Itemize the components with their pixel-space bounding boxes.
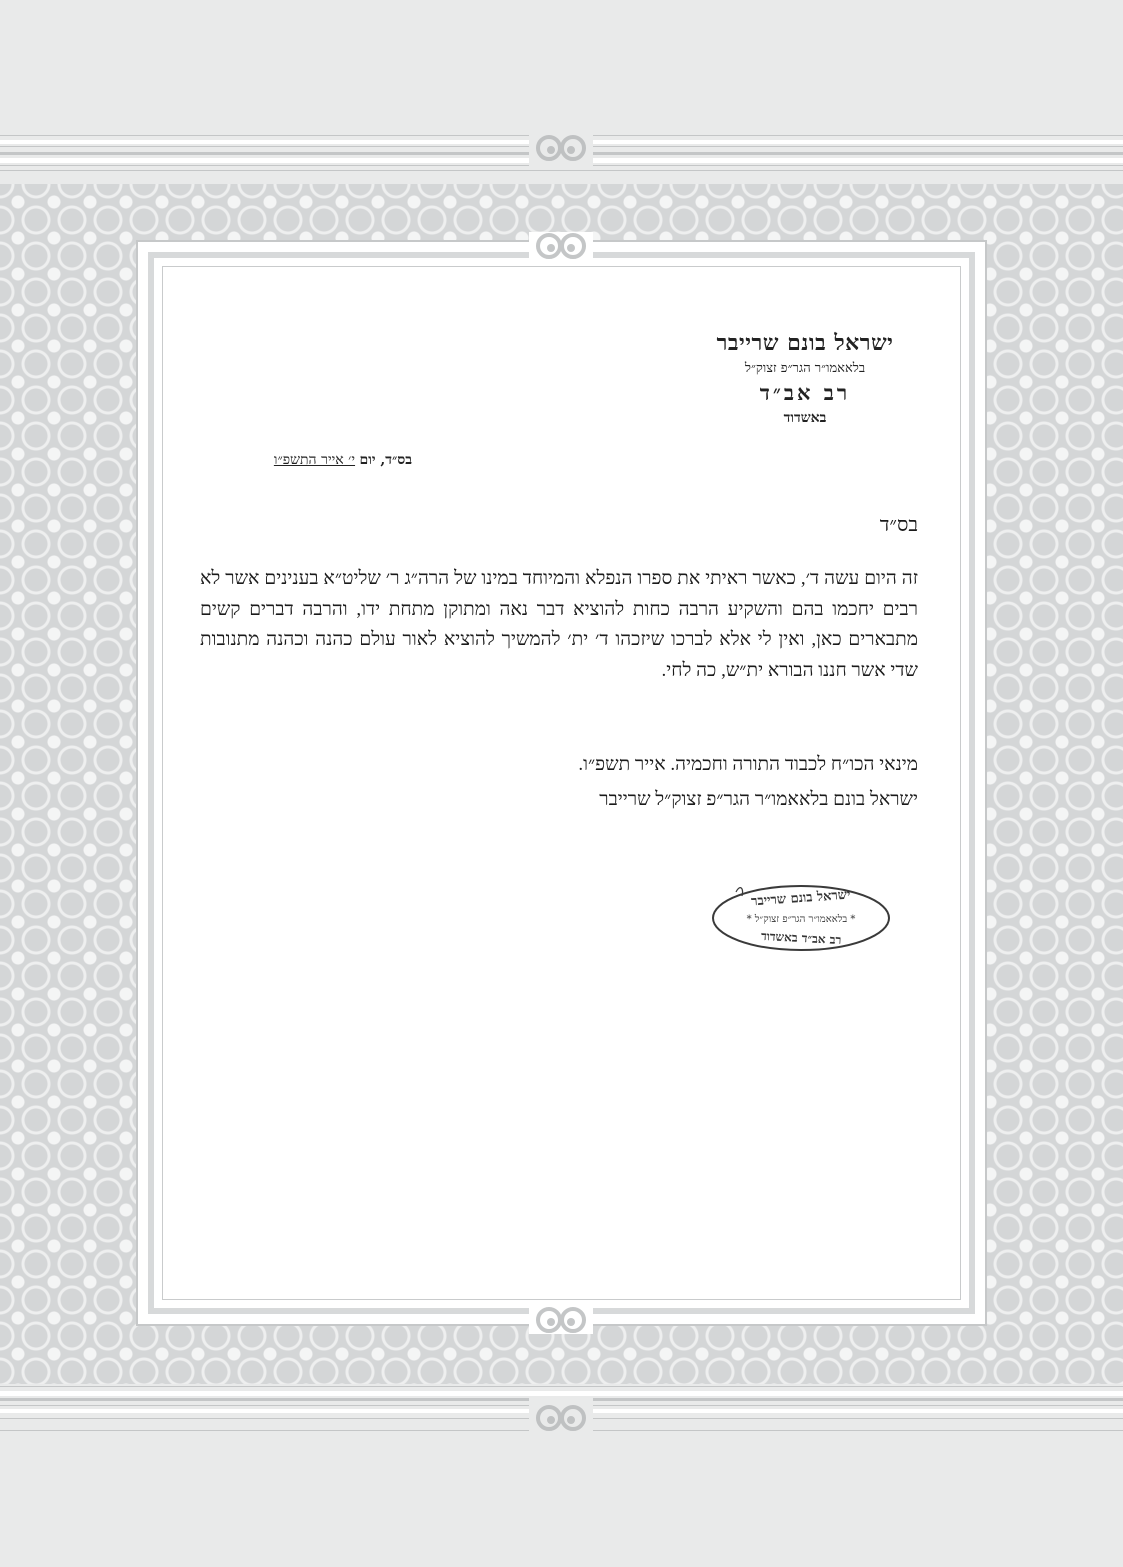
svg-text:ישראל בונם שרייבר: ישראל בונם שרייבר [750,887,851,910]
top-band-line [0,170,1123,171]
rabbinic-stamp [706,880,896,956]
dateline-date: י׳ אייר התשפ״ו [273,452,356,468]
bottom-band-line [0,1391,1123,1396]
letterhead [690,330,920,427]
letterhead-name: ישראל בונם שרייבר [716,330,894,356]
letter-closing-line: מינאי הכו״ח לכבוד התורה וחכמיה. אייר תשפ״ו. [578,754,918,775]
svg-text:רב אב״ד באשדוד: רב אב״ד באשדוד [760,928,842,948]
letter-paragraph: זה היום עשה ד׳, כאשר ראיתי את ספרו הנפלא והמיוחד במינו של הרה״ג ר׳ שליט״א בענינים אשר לא רבים יחכמו בהם והשקיע הרבה כחות להוציא דבר נאה ומתוקן מתחת ידו, והרבה דברים קשים מתבארים כאן, ואין לי אלא לברכו שיזכהו ד׳ ית׳ להמשיך להוציא לאור עולם כהנה וכהנה מתנובות שדי אשר חננו הבורא ית״ש, כה לחי. [200,568,918,681]
scroll-ornament-icon [529,1398,593,1438]
letterhead-subtitle: בלאאמו״ר הגר״פ זצוק״ל [744,361,866,376]
scroll-ornament-icon [529,226,593,266]
svg-text:* בלאאמו״ר הגר״פ זצוק״ל *: * בלאאמו״ר הגר״פ זצוק״ל * [746,914,856,925]
letterhead-city: באשדוד [783,410,827,426]
bottom-band-line [0,1386,1123,1387]
scroll-ornament-icon [529,128,593,168]
letterhead-title: רב אב״ד [759,380,851,405]
letter-bsd: בס״ד [879,514,918,536]
dateline [200,452,412,469]
scroll-ornament-icon [529,1300,593,1340]
dateline-prefix: בס״ד, יום [359,452,412,468]
letter-signature-line: ישראל בונם בלאאמו״ר הגר״פ זצוק״ל שרייבר [599,789,918,810]
